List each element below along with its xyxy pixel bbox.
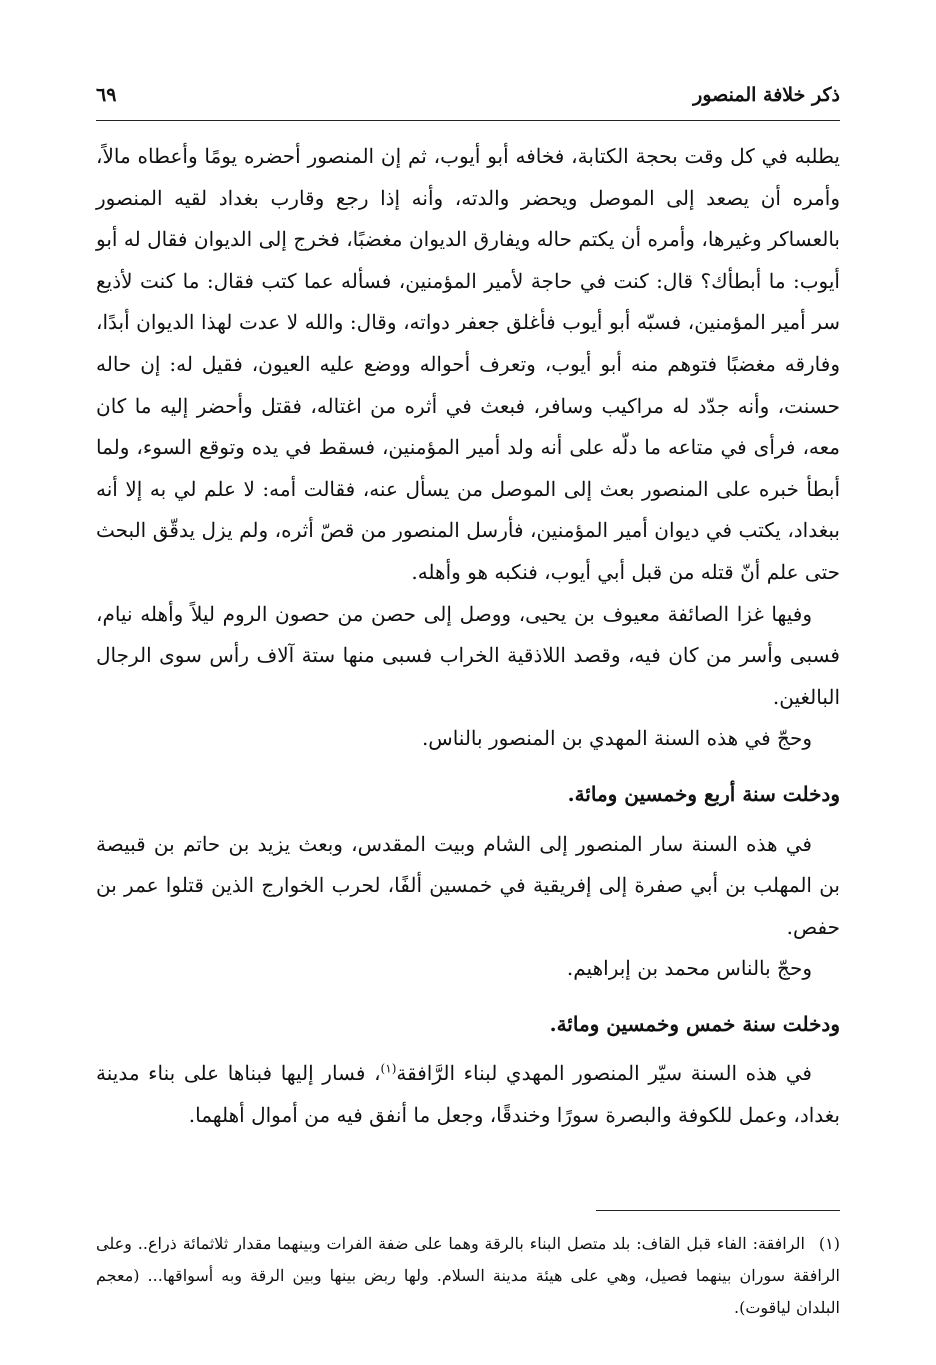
footnote-reference[interactable]: (١) [380,1061,397,1076]
paragraph: يطلبه في كل وقت بحجة الكتابة، فخافه أبو أيوب، ثم إن المنصور أحضره يومًا وأعطاه مالاً، وأمره أن يصعد إلى الموصل ويحضر والدته، وأنه إذا رجع وقارب بغداد لقيه المنصور بالعساكر وغيرها، وأمره أن يكتم حاله ويفارق الديوان مغضبًا، فخرج إلى الديوان فقال له أبو أيوب: ما أبطأك؟ قال: كنت في حاجة لأمير المؤمنين، فسأله عما كتب فقال: ما كنت لأذيع سر أمير المؤمنين، فسبّه أبو أيوب فأغلق جعفر دواته، وقال: والله لا عدت لهذا الديوان أبدًا، وفارقه مغضبًا فتوهم منه أبو أيوب، وتعرف أحواله ووضع عليه العيون، فقيل له: إن حاله حسنت، وأنه جدّد له مراكيب وسافر، فبعث في أثره من اغتاله، فقتل وأحضر إليه ما كان معه، فرأى في متاعه ما دلّه على أنه ولد أمير المؤمنين، فسقط في يده وتوقع السوء، ولما أبطأ خبره على المنصور بعث إلى الموصل من يسأل عنه، فقالت أمه: لا علم لي به إلا أنه ببغداد، يكتب في ديوان أمير المؤمنين، فأرسل المنصور من قصّ أثره، ولم يزل يدقّق البحث حتى علم أنّ قتله من قبل أبي أيوب، فنكبه هو وأهله. [96,144,840,584]
paragraph-text: في هذه السنة سيّر المنصور المهدي لبناء الرَّافقة [396,1061,812,1086]
page-number: ٦٩ [96,84,117,106]
paragraph: وحجّ بالناس محمد بن إبراهيم. [566,956,812,981]
section-heading: ودخلت سنة أربع وخمسين ومائة. [567,781,840,806]
paragraph: وفيها غزا الصائفة معيوف بن يحيى، ووصل إلى حصن من حصون الروم ليلاً وأهله نيام، فسبى وأسر من كان فيه، وقصد اللاذقية الخراب فسبى منها ستة آلاف رأس سوى الرجال البالغين. [96,601,840,709]
footnote-text: الرافقة: الفاء قبل القاف: بلد متصل البناء بالرقة وهما على ضفة الفرات وبينهما مقدار ثلاثمائة ذراع.. وعلى الرافقة سوران بينهما فصيل، وهي على هيئة مدينة السلام. ولها ربض بينها وبين الرقة وبه أسواقها... (معجم البلدان لياقوت). [96,1234,840,1317]
header-divider [96,120,840,121]
paragraph: وحجّ في هذه السنة المهدي بن المنصور بالناس. [421,726,812,751]
book-page [96,0,840,1365]
paragraph-text: ، فسار إليها فبناها على بناء مدينة بغداد، وعمل للكوفة والبصرة سورًا وخندقًا، وجعل ما أنفق فيه من أموال أهلهما. [96,1061,840,1128]
paragraph: في هذه السنة سار المنصور إلى الشام وبيت المقدس، وبعث يزيد بن حاتم بن قبيصة بن المهلب بن أبي صفرة إلى إفريقية في خمسين ألفًا، لحرب الخوارج الذين قتلوا عمر بن حفص. [96,831,840,939]
footnote-divider [596,1210,840,1211]
main-text [96,136,840,1137]
footnote [96,1228,840,1324]
footnote-marker: (١) [818,1234,840,1253]
section-heading: ودخلت سنة خمس وخمسين ومائة. [549,1011,840,1036]
paragraph [96,1053,840,1136]
chapter-title: ذكر خلافة المنصور [693,84,840,106]
running-head [96,84,840,114]
